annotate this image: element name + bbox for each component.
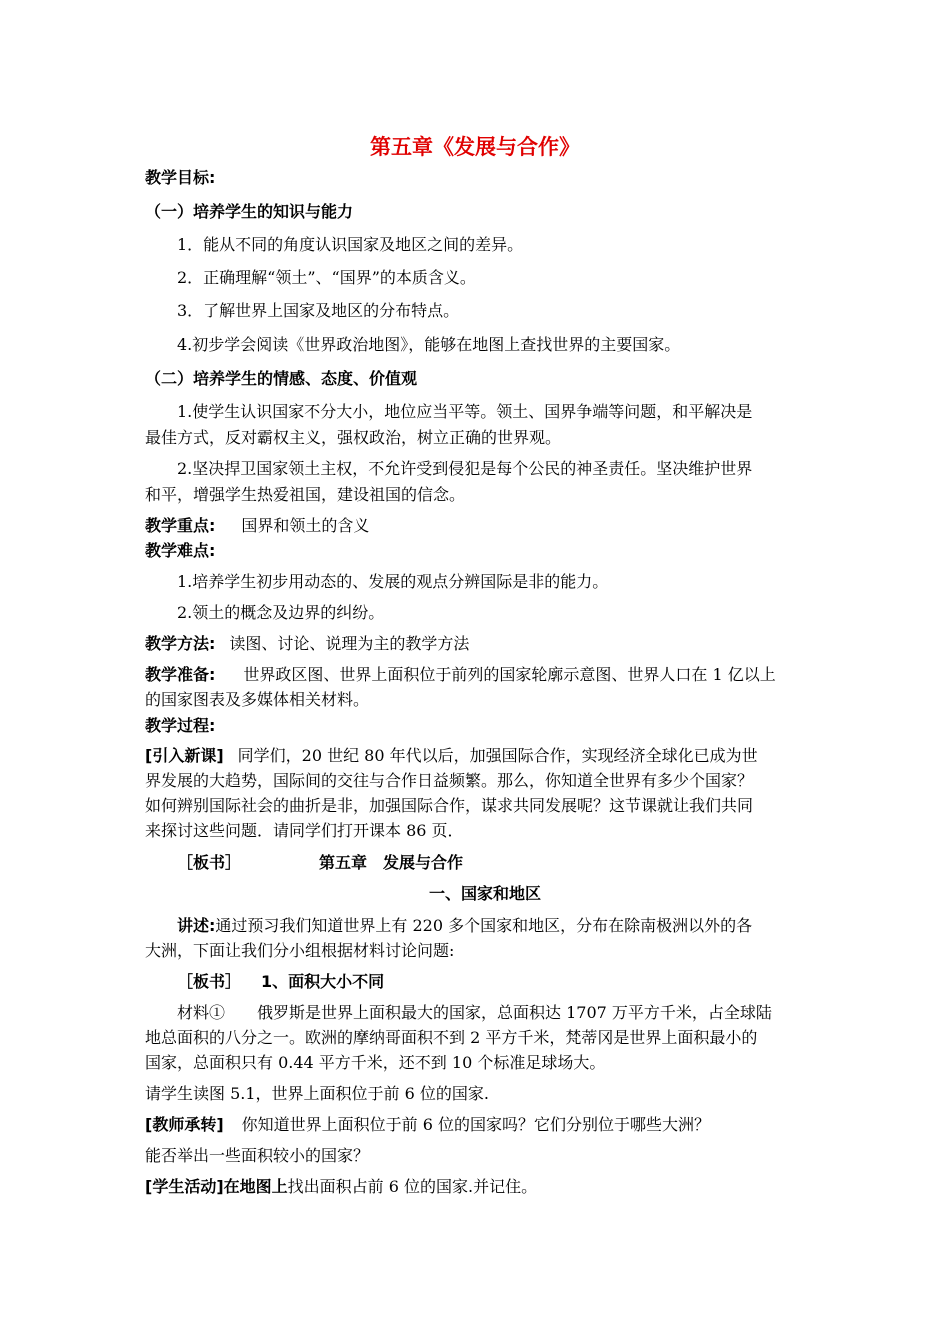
prep-line2: 的国家图表及多媒体相关材料。 [145, 690, 370, 709]
board1-text: 第五章 发展与合作 [319, 853, 464, 872]
teacher-transition-row [145, 1115, 815, 1135]
narration-line1: 通过预习我们知道世界上有 220 多个国家和地区，分布在除南极洲以外的各 [215, 916, 753, 935]
difficulty-item-2: 2.领土的概念及边界的纠纷。 [177, 603, 385, 622]
section1-item-1: 1．能从不同的角度认识国家及地区之间的差异。 [177, 235, 524, 254]
objectives-label: 教学目标: [145, 168, 216, 187]
intro-line1-row [145, 746, 815, 766]
method-label: 教学方法: [145, 634, 216, 653]
section1-item-4: 4.初步学会阅读《世界政治地图》，能够在地图上查找世界的主要国家。 [177, 335, 681, 354]
intro-line2: 界发展的大趋势，国际间的交往与合作日益频繁。那么，你知道全世界有多少个国家？ [145, 771, 754, 790]
student-activity-row [145, 1177, 815, 1197]
board2-text: 1、面积大小不同 [261, 972, 385, 991]
key-label: 教学重点: [145, 516, 216, 535]
difficulty-item-1: 1.培养学生初步用动态的、发展的观点分辨国际是非的能力。 [177, 572, 609, 591]
narration-line1-row [177, 916, 847, 936]
prep-label: 教学准备: [145, 665, 216, 684]
prep-line1: 世界政区图、世界上面积位于前列的国家轮廓示意图、世界人口在 1 亿以上 [243, 665, 776, 684]
teacher-label: [教师承转] [145, 1115, 224, 1134]
material-line1: 材料① 俄罗斯是世界上面积最大的国家，总面积达 1707 万平方千米，占全球陆 [177, 1003, 772, 1022]
teaching-prep [145, 665, 815, 685]
board1-label: ［板书］ [177, 853, 242, 872]
section2-p2-line1: 2.坚决捍卫国家领土主权，不允许受到侵犯是每个公民的神圣责任。坚决维护世界 [177, 459, 753, 478]
intro-line1: 同学们，20 世纪 80 年代以后，加强国际合作，实现经济全球化已成为世 [237, 746, 758, 765]
intro-label: [引入新课] [145, 746, 224, 765]
teacher-text: 你知道世界上面积位于前 6 位的国家吗？它们分别位于哪些大洲？ [241, 1115, 710, 1134]
section2-p2-line2: 和平，增强学生热爱祖国，建设祖国的信念。 [145, 485, 466, 504]
section1-heading: （一）培养学生的知识与能力 [145, 202, 354, 221]
intro-line3: 如何辨别国际社会的曲折是非，加强国际合作，谋求共同发展呢？这节课就让我们共同 [145, 796, 754, 815]
material-line2: 地总面积的八分之一。欧洲的摩纳哥面积不到 2 平方千米，梵蒂冈是世界上面积最小的 [145, 1028, 758, 1047]
section2-p1-line2: 最佳方式，反对霸权主义，强权政治，树立正确的世界观。 [145, 428, 562, 447]
board-1 [177, 853, 847, 873]
method-text: 读图、讨论、说理为主的教学方法 [229, 634, 470, 653]
section2-p1-line1: 1.使学生认识国家不分大小，地位应当平等。领土、国界争端等问题，和平解决是 [177, 402, 753, 421]
difficulty-label: 教学难点: [145, 541, 216, 560]
narration-label: 讲述: [177, 916, 216, 935]
material-line3: 国家，总面积只有 0.44 平方千米，还不到 10 个标准足球场大。 [145, 1053, 606, 1072]
key-text: 国界和领土的含义 [241, 516, 370, 535]
student-label: [学生活动]在地图上 [145, 1177, 288, 1196]
teacher-line2: 能否举出一些面积较小的国家？ [145, 1146, 370, 1165]
narration-line2: 大洲，下面让我们分小组根据材料讨论问题: [145, 941, 455, 960]
board-2 [177, 972, 847, 992]
page-title: 第五章《发展与合作》 [370, 135, 580, 159]
board2-label: ［板书］ [177, 972, 242, 991]
key-points [145, 516, 815, 536]
student-text: 找出面积占前 6 位的国家.并记住。 [287, 1177, 538, 1196]
process-label: 教学过程: [145, 716, 216, 735]
read-instruction: 请学生读图 5.1，世界上面积位于前 6 位的国家. [145, 1084, 489, 1103]
subheading: 一、国家和地区 [428, 884, 541, 903]
section1-item-3: 3．了解世界上国家及地区的分布特点。 [177, 301, 460, 320]
section1-item-2: 2．正确理解“领土”、“国界”的本质含义。 [177, 268, 476, 287]
section2-heading: （二）培养学生的情感、态度、价值观 [145, 369, 418, 388]
teaching-method [145, 634, 815, 654]
intro-line4: 来探讨这些问题．请同学们打开课本 86 页． [145, 821, 464, 840]
